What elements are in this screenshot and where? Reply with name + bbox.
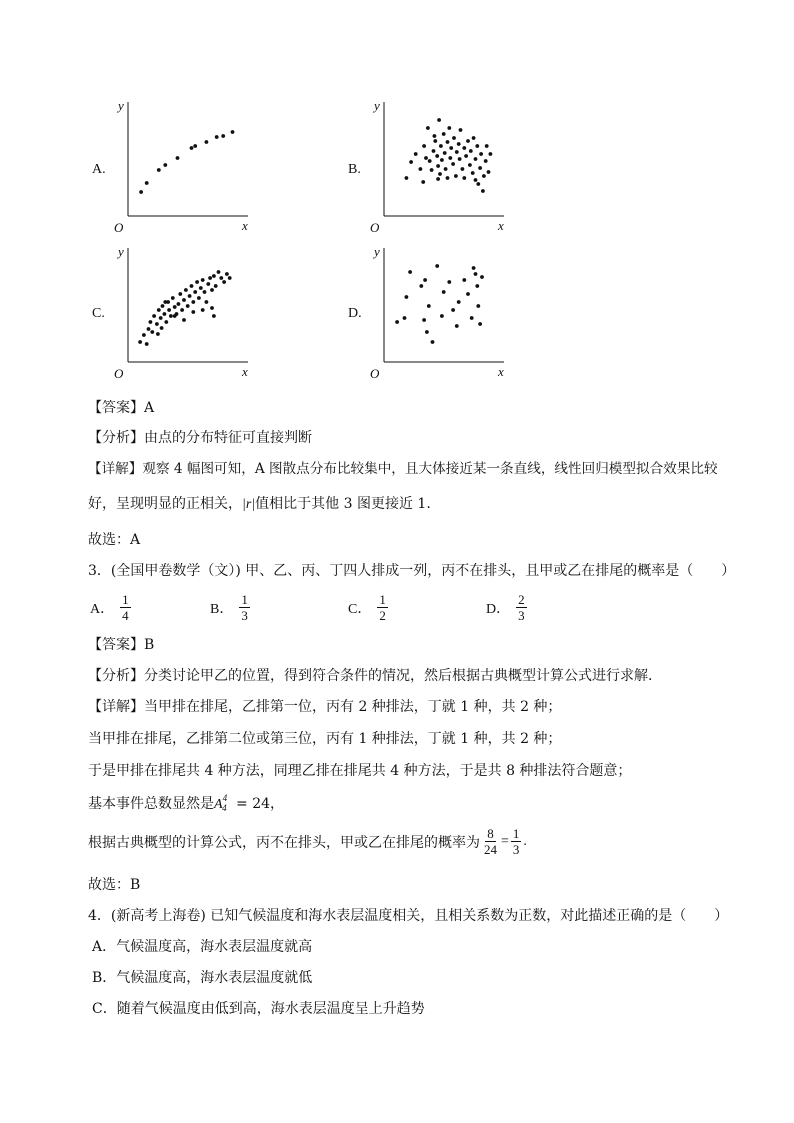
scatter-point: [435, 264, 439, 268]
scatter-point: [452, 136, 456, 140]
q2-detail-2b: 值相比于其他 3 图更接近 1.: [255, 496, 431, 512]
scatter-point: [201, 308, 205, 312]
q2-detail-2: [88, 493, 431, 513]
scatter-point: [481, 189, 485, 193]
scatter-point: [193, 144, 197, 148]
scatter-point: [142, 333, 146, 337]
scatter-point: [459, 128, 463, 132]
scatter-point: [145, 342, 149, 346]
scatter-point: [222, 280, 226, 284]
option-label: D．: [486, 601, 511, 617]
q4-stem: 4．(新高考上海卷) 已知气候温度和海水表层温度相关，且相关系数为正数，对此描述正确的是（ ）: [88, 908, 729, 924]
scatter-point: [475, 144, 479, 148]
origin-label: O: [370, 220, 380, 235]
scatter-point: [440, 314, 444, 318]
scatter-point: [152, 314, 156, 318]
x-axis-label: x: [498, 364, 504, 379]
scatter-point: [421, 180, 425, 184]
scatter-point: [433, 134, 437, 138]
scatter-point: [191, 300, 195, 304]
scatter-point: [476, 182, 480, 186]
scatter-point: [167, 308, 171, 312]
scatter-point: [451, 308, 455, 312]
q3-option-a[interactable]: [90, 592, 133, 623]
scatter-point: [147, 327, 151, 331]
scatter-point: [161, 304, 165, 308]
scatter-point: [455, 324, 459, 328]
scatter-plot-a: [112, 98, 252, 236]
scatter-point: [186, 304, 190, 308]
scatter-point: [178, 292, 182, 296]
r-abs-symbol: |r|: [242, 497, 256, 512]
q4-option-a[interactable]: A．气候温度高，海水表层温度就高: [92, 939, 313, 955]
scatter-point: [485, 144, 489, 148]
scatter-point: [425, 330, 429, 334]
scatter-point: [210, 306, 214, 310]
scatter-point: [212, 314, 216, 318]
scatter-point: [225, 272, 229, 276]
scatter-point: [210, 288, 214, 292]
scatter-point: [458, 157, 462, 161]
scatter-point: [182, 298, 186, 302]
q2-answer: 【答案】A: [88, 400, 155, 416]
scatter-point: [193, 290, 197, 294]
scatter-point: [203, 290, 207, 294]
scatter-point: [457, 300, 461, 304]
q2-detail-2a: 好，呈现明显的正相关，: [88, 496, 242, 512]
scatter-point: [214, 284, 218, 288]
scatter-point: [221, 134, 225, 138]
scatter-point: [446, 140, 450, 144]
scatter-point: [208, 276, 212, 280]
scatter-point: [157, 308, 161, 312]
scatter-point: [436, 177, 440, 181]
scatter-point: [442, 290, 446, 294]
scatter-point: [462, 146, 466, 150]
scatter-point: [426, 126, 430, 130]
fraction-1-3: $\frac{1}{3}$: [512, 826, 520, 857]
scatter-point: [190, 284, 194, 288]
q3-answer: 【答案】B: [88, 637, 155, 653]
scatter-point: [484, 159, 488, 163]
fraction-8-24: $\frac{8}{24}$: [484, 826, 497, 857]
x-axis-label: x: [498, 218, 504, 233]
scatter-point: [139, 190, 143, 194]
scatter-point: [419, 284, 423, 288]
scatter-point: [423, 278, 427, 282]
q2-detail-1: 【详解】观察 4 幅图可知，A 图散点分布比较集中，且大体接近某一条直线，线性回归模型拟合效果比较: [88, 461, 718, 477]
scatter-point: [479, 152, 483, 156]
scatter-point: [437, 118, 441, 122]
q3-detail-4: [88, 793, 284, 813]
x-axis-label: x: [242, 364, 248, 379]
scatter-point: [466, 139, 470, 143]
y-axis-label: y: [374, 98, 380, 113]
option-label: C．: [348, 601, 372, 617]
scatter-point: [489, 152, 493, 156]
scatter-point: [414, 152, 418, 156]
q3-stem: 3．(全国甲卷数学（文）) 甲、乙、丙、丁四人排成一列，丙不在排头，且甲或乙在排尾的概率是（ ）: [88, 563, 736, 579]
scatter-point: [163, 300, 167, 304]
scatter-point: [447, 280, 451, 284]
arrangement-formula: $A^4_4$: [214, 793, 228, 813]
scatter-point: [461, 167, 465, 171]
scatter-point: [448, 156, 452, 160]
scatter-point: [405, 295, 409, 299]
option-label: B．: [210, 601, 234, 617]
scatter-point: [457, 142, 461, 146]
scatter-point: [470, 316, 474, 320]
scatter-point: [177, 302, 181, 306]
q3-detail-4a: 基本事件总数显然是: [88, 796, 214, 812]
scatter-point: [451, 162, 455, 166]
scatter-point: [422, 144, 426, 148]
scatter-point: [433, 139, 437, 143]
option-fraction: $\frac{2}{3}$: [518, 592, 525, 623]
scatter-plot-b: [368, 98, 508, 236]
origin-label: O: [114, 366, 124, 381]
scatter-point: [438, 172, 442, 176]
x-axis-label: x: [242, 218, 248, 233]
scatter-point: [160, 326, 164, 330]
scatter-point: [405, 176, 409, 180]
q3-detail-1: 【详解】当甲排在排尾，乙排第一位，丙有 2 种排法，丁就 1 种，共 2 种；: [88, 699, 562, 715]
q4-option-c[interactable]: C．随着气候温度由低到高，海水表层温度呈上升趋势: [92, 1001, 425, 1017]
y-axis-label: y: [118, 98, 124, 113]
scatter-point: [430, 168, 434, 172]
scatter-point: [212, 274, 216, 278]
scatter-point: [427, 304, 431, 308]
scatter-point: [435, 154, 439, 158]
plot-c-label: C.: [92, 306, 105, 321]
q3-option-d[interactable]: [486, 592, 529, 623]
scatter-point: [228, 276, 232, 280]
origin-label: O: [114, 220, 124, 235]
option-label: A．: [90, 601, 115, 617]
scatter-point: [449, 146, 453, 150]
q3-detail-2: 当甲排在排尾，乙排第二位或第三位，丙有 1 种排法，丁就 1 种，共 2 种；: [88, 731, 562, 747]
q3-option-c[interactable]: [348, 592, 390, 623]
scatter-point: [155, 322, 159, 326]
scatter-point: [474, 272, 478, 276]
option-fraction: $\frac{1}{4}$: [122, 592, 129, 623]
scatter-point: [462, 176, 466, 180]
scatter-point: [176, 156, 180, 160]
scatter-point: [447, 126, 451, 130]
scatter-point: [150, 330, 154, 334]
scatter-point: [199, 286, 203, 290]
scatter-point: [478, 322, 482, 326]
scatter-point: [184, 288, 188, 292]
scatter-point: [157, 168, 161, 172]
scatter-point: [145, 181, 149, 185]
scatter-point: [471, 171, 475, 175]
q4-option-b[interactable]: B．气候温度高，海水表层温度就低: [92, 970, 313, 986]
scatter-point: [408, 270, 412, 274]
plot-a-label: A.: [92, 162, 106, 177]
scatter-point: [159, 316, 163, 320]
q3-choose: 故选：B: [88, 877, 141, 893]
scatter-point: [475, 284, 479, 288]
scatter-point: [171, 296, 175, 300]
scatter-point: [182, 318, 186, 322]
option-fraction: $\frac{1}{2}$: [379, 592, 386, 623]
q3-detail-3: 于是甲排在排尾共 4 种方法，同理乙排在排尾共 4 种方法，于是共 8 种排法符合题意；: [88, 763, 632, 779]
scatter-point: [466, 292, 470, 296]
scatter-point: [480, 275, 484, 279]
y-axis-label: y: [118, 244, 124, 259]
q2-analysis: 【分析】由点的分布特征可直接判断: [88, 430, 312, 446]
scatter-point: [201, 278, 205, 282]
scatter-point: [409, 160, 413, 164]
scatter-point: [215, 135, 219, 139]
scatter-point: [197, 296, 201, 300]
scatter-point: [231, 130, 235, 134]
scatter-point: [476, 304, 480, 308]
scatter-point: [188, 294, 192, 298]
scatter-point: [431, 340, 435, 344]
scatter-point: [472, 266, 476, 270]
scatter-point: [446, 176, 450, 180]
scatter-point: [472, 136, 476, 140]
scatter-point: [428, 159, 432, 163]
scatter-point: [462, 278, 466, 282]
scatter-point: [395, 320, 399, 324]
scatter-point: [469, 149, 473, 153]
q2-choose: 故选：A: [88, 532, 141, 548]
scatter-point: [439, 144, 443, 148]
scatter-point: [180, 308, 184, 312]
scatter-point: [474, 178, 478, 182]
scatter-point: [173, 305, 177, 309]
scatter-point: [419, 167, 423, 171]
scatter-point: [163, 163, 167, 167]
scatter-point: [195, 280, 199, 284]
plot-b-label: B.: [348, 162, 361, 177]
scatter-point: [164, 320, 168, 324]
option-fraction: $\frac{1}{3}$: [241, 592, 248, 623]
scatter-point: [206, 282, 210, 286]
scatter-point: [474, 157, 478, 161]
scatter-point: [464, 154, 468, 158]
scatter-point: [217, 270, 221, 274]
y-axis-label: y: [374, 244, 380, 259]
scatter-point: [444, 167, 448, 171]
scatter-point: [205, 300, 209, 304]
scatter-point: [440, 158, 444, 162]
scatter-point: [138, 340, 142, 344]
scatter-point: [487, 170, 491, 174]
scatter-point: [478, 166, 482, 170]
q3-detail-5a: 根据古典概型的计算公式，丙不在排头，甲或乙在排尾的概率为: [88, 834, 480, 851]
scatter-point: [163, 312, 167, 316]
scatter-plot-d: [368, 244, 508, 382]
q3-option-b[interactable]: [210, 592, 252, 623]
q3-detail-5: 根据古典概型的计算公式，丙不在排头，甲或乙在排尾的概率为 $\frac{8}{24}$ = $\frac{1}{3}$ .: [88, 826, 527, 857]
plot-d-label: D.: [348, 306, 362, 321]
scatter-point: [191, 310, 195, 314]
scatter-point: [169, 314, 173, 318]
scatter-point: [455, 150, 459, 154]
scatter-point: [205, 140, 209, 144]
scatter-point: [432, 149, 436, 153]
scatter-point: [149, 320, 153, 324]
scatter-point: [422, 318, 426, 322]
scatter-point: [156, 332, 160, 336]
q3-detail-4b: = 24，: [231, 796, 285, 812]
q3-analysis: 【分析】分类讨论甲乙的位置，得到符合条件的情况，然后根据古典概型计算公式进行求解.: [88, 668, 653, 684]
scatter-point: [443, 151, 447, 155]
scatter-point: [454, 174, 458, 178]
scatter-point: [173, 314, 177, 318]
origin-label: O: [370, 366, 380, 381]
scatter-point: [403, 316, 407, 320]
scatter-point: [436, 164, 440, 168]
scatter-point: [190, 146, 194, 150]
scatter-plot-c: [112, 244, 252, 382]
scatter-point: [468, 163, 472, 167]
scatter-point: [482, 174, 486, 178]
scatter-point: [442, 132, 446, 136]
scatter-point: [219, 276, 223, 280]
scatter-point: [424, 156, 428, 160]
